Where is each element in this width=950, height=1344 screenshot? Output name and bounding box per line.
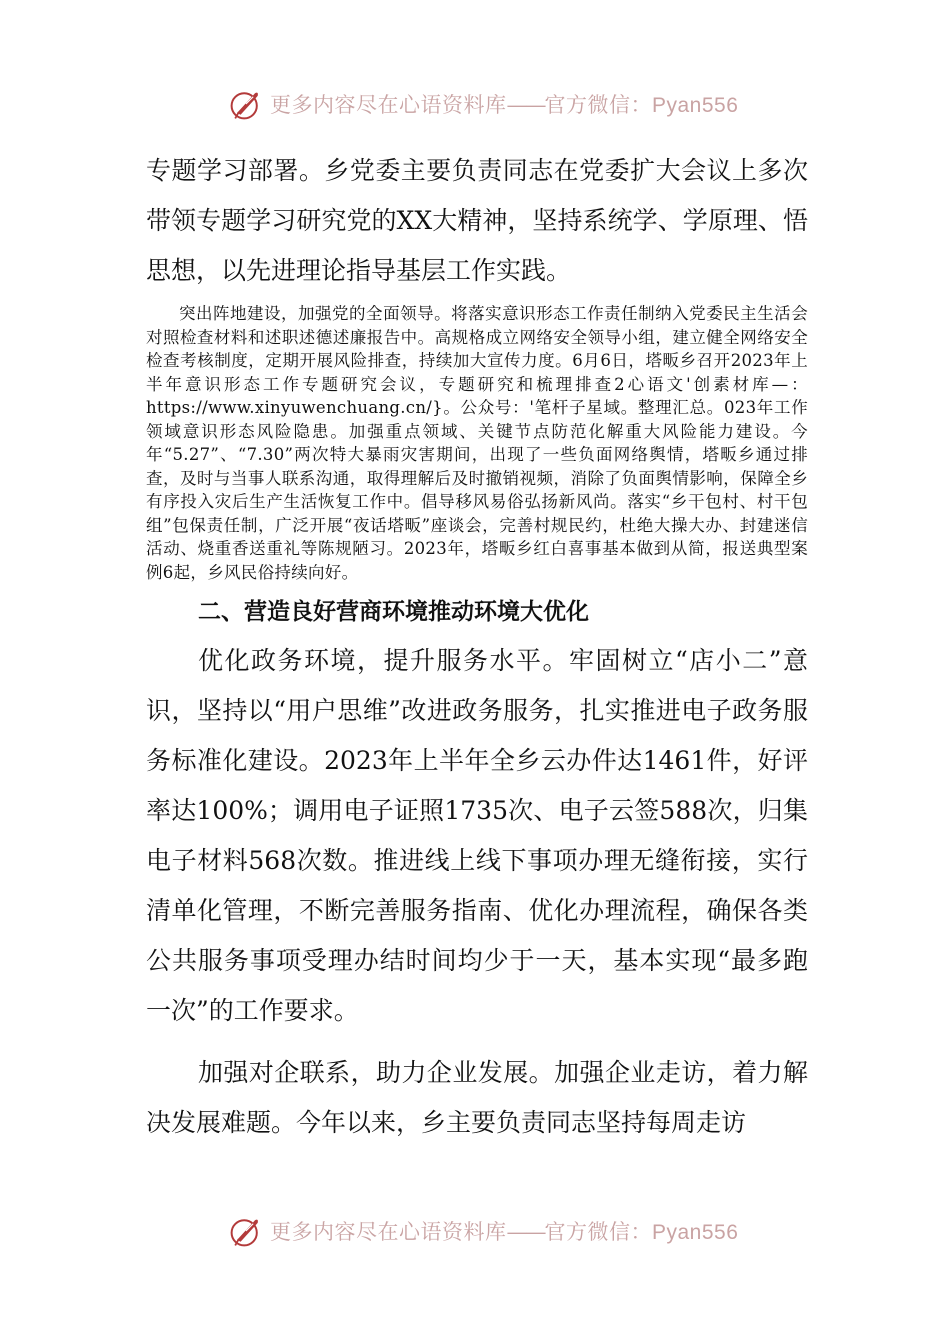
paragraph-ideology: 突出阵地建设，加强党的全面领导。将落实意识形态工作责任制纳入党委民主生活会对照检查材料和述职述德述廉报告中。高规格成立网络安全领导小组，建立健全网络安全检查考核制度，定期开展风险排查，持续加大宣传力度。6月6日，塔畈乡召开2023年上半年意识形态工作专题研究会议，专题研究和梳理排查2心语文'创素材库—：https://www.xinyuwenchuang.cn/}。公众号：'笔杆子星域。整理汇总。023年工作领域意识形态风险隐患。加强重点领域、关键节点防范化解重大风险能力建设。今年“5.27”、“7.30”两次特大暴雨灾害期间，出现了一些负面网络舆情，塔畈乡通过排查，及时与当事人联系沟通，取得理解后及时撤销视频，消除了负面舆情影响，保障全乡有序投入灾后生产生活恢复工作中。倡导移风易俗弘扬新风尚。落实“乡干包村、村干包组”包保责任制，广泛开展“夜话塔畈”座谈会，完善村规民约，杜绝大操大办、封建迷信活动、烧重香送重礼等陈规陋习。2023年，塔畈乡红白喜事基本做到从简，报送典型案例6起，乡风民俗持续向好。 [146,304,808,582]
quill-logo-icon [228,1213,264,1249]
paragraph-study: 专题学习部署。乡党委主要负责同志在党委扩大会议上多次带领专题学习研究党的XX大精神，坚持系统学、学原理、悟思想，以先进理论指导基层工作实践。 [146,156,808,285]
watermark-text: 更多内容尽在心语资料库——官方微信：Pyan556 [270,93,739,117]
quill-logo-icon [228,86,264,122]
watermark-banner-bottom [228,1211,739,1251]
document-body [146,146,808,1148]
watermark-text: 更多内容尽在心语资料库——官方微信：Pyan556 [270,1220,739,1244]
watermark-banner-top [228,84,739,124]
paragraph-enterprise: 加强对企联系，助力企业发展。加强企业走访，着力解决发展难题。今年以来，乡主要负责同志坚持每周走访 [146,1058,808,1137]
paragraph-gov-service: 优化政务环境，提升服务水平。牢固树立“店小二”意识，坚持以“用户思维”改进政务服务，扎实推进电子政务服务标准化建设。2023年上半年全乡云办件达1461件，好评率达100%；调用电子证照1735次、电子云签588次，归集电子材料568次数。推进线上线下事项办理无缝衔接，实行清单化管理，不断完善服务指南、优化办理流程，确保各类公共服务事项受理办结时间均少于一天，基本实现“最多跑一次”的工作要求。 [146,646,808,1025]
section-heading-2: 二、营造良好营商环境推动环境大优化 [198,599,589,625]
